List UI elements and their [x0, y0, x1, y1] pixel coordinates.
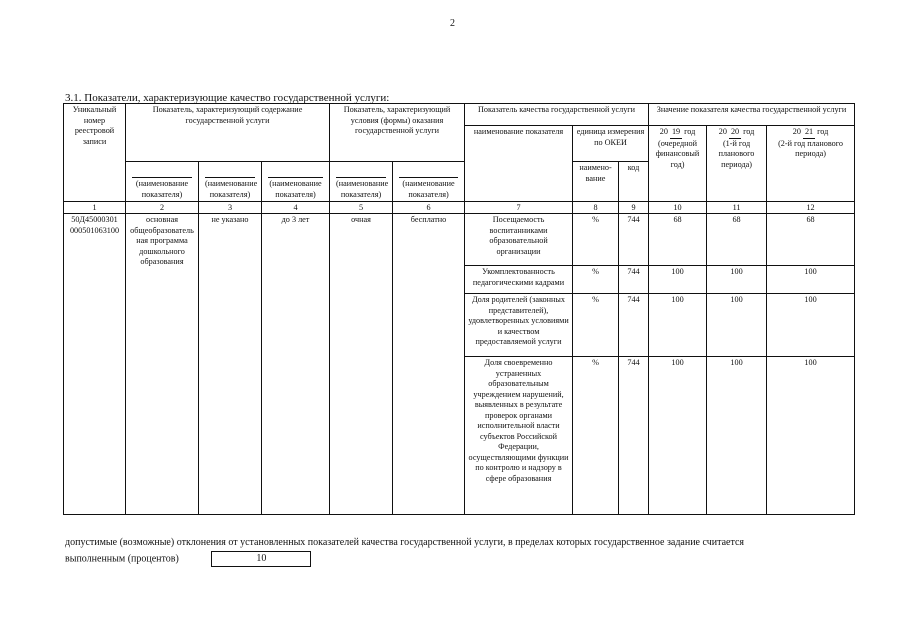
- header-values: Значение показателя качества государственной услуги: [649, 104, 855, 126]
- value-year3: 100: [767, 357, 855, 515]
- column-number: 3: [199, 202, 262, 214]
- value-year1: 100: [649, 266, 707, 294]
- value-year3: 100: [767, 266, 855, 294]
- quality-indicators-table: [63, 103, 855, 515]
- unit-name: %: [573, 266, 619, 294]
- indicator-name: Посещаемость воспитанниками образовательной организации: [465, 214, 573, 266]
- condition-value-2: бесплатно: [393, 214, 465, 515]
- indicator-name: Доля своевременно устраненных образовательным учреждением нарушений, выявленных в результате проверок органами исполнительной власти субъектов Российской Федерации, осуществляющими функции по контролю и надзору в сфере образования: [465, 357, 573, 515]
- value-year2: 100: [707, 266, 767, 294]
- unit-name: %: [573, 294, 619, 357]
- deviation-value: 10: [211, 551, 311, 567]
- header-registry: Уникальный номер реестровой записи: [64, 104, 126, 202]
- header-conditions: Показатель, характеризующий условия (формы) оказания государственной услуги: [330, 104, 465, 162]
- column-number: 5: [330, 202, 393, 214]
- deviation-block: [65, 535, 795, 567]
- header-year1: 20 19 год (очередной финансовый год): [649, 126, 707, 202]
- column-number: 6: [393, 202, 465, 214]
- unit-code: 744: [619, 294, 649, 357]
- header-unit-name: наимено-вание: [573, 162, 619, 202]
- deviation-text: допустимые (возможные) отклонения от установленных показателей качества государственной услуги, в пределах которых государственное задание считается выполненным (процентов): [65, 537, 745, 565]
- header-indicator-name: наименование показателя: [465, 126, 573, 202]
- page-number: 2: [450, 18, 455, 29]
- content-value-3: до 3 лет: [262, 214, 330, 515]
- header-year2: 20 20 год (1-й год планового периода): [707, 126, 767, 202]
- indicator-name: Укомплектованность педагогическими кадрами: [465, 266, 573, 294]
- column-numbers-row: [64, 202, 855, 214]
- sub-header-content-2: (наименование показателя): [199, 162, 262, 202]
- sub-header-content-1: (наименование показателя): [126, 162, 199, 202]
- content-value-1: основная общеобразователь ная программа дошкольного образования: [126, 214, 199, 515]
- value-year2: 100: [707, 294, 767, 357]
- column-number: 7: [465, 202, 573, 214]
- value-year1: 68: [649, 214, 707, 266]
- column-number: 11: [707, 202, 767, 214]
- unit-name: %: [573, 214, 619, 266]
- registry-number: 50Д45000301 000501063100: [64, 214, 126, 515]
- header-year3: 20 21 год (2-й год планового периода): [767, 126, 855, 202]
- value-year3: 68: [767, 214, 855, 266]
- value-year3: 100: [767, 294, 855, 357]
- indicator-name: Доля родителей (законных представителей), удовлетворенных условиями и качеством предоставляемой услуги: [465, 294, 573, 357]
- header-quality: Показатель качества государственной услуги: [465, 104, 649, 126]
- sub-header-condition-2: (наименование показателя): [393, 162, 465, 202]
- header-content: Показатель, характеризующий содержание государственной услуги: [126, 104, 330, 162]
- unit-code: 744: [619, 357, 649, 515]
- header-unit-code: код: [619, 162, 649, 202]
- column-number: 10: [649, 202, 707, 214]
- table-row: [64, 214, 855, 266]
- column-number: 12: [767, 202, 855, 214]
- value-year1: 100: [649, 294, 707, 357]
- column-number: 1: [64, 202, 126, 214]
- sub-header-content-3: (наименование показателя): [262, 162, 330, 202]
- condition-value-1: очная: [330, 214, 393, 515]
- unit-name: %: [573, 357, 619, 515]
- column-number: 4: [262, 202, 330, 214]
- column-number: 9: [619, 202, 649, 214]
- column-number: 8: [573, 202, 619, 214]
- section-title: 3.1. Показатели, характеризующие качество государственной услуги:: [65, 92, 390, 104]
- header-unit-okei: единица измерения по ОКЕИ: [573, 126, 649, 162]
- unit-code: 744: [619, 214, 649, 266]
- sub-header-condition-1: (наименование показателя): [330, 162, 393, 202]
- unit-code: 744: [619, 266, 649, 294]
- value-year1: 100: [649, 357, 707, 515]
- content-value-2: не указано: [199, 214, 262, 515]
- value-year2: 68: [707, 214, 767, 266]
- column-number: 2: [126, 202, 199, 214]
- value-year2: 100: [707, 357, 767, 515]
